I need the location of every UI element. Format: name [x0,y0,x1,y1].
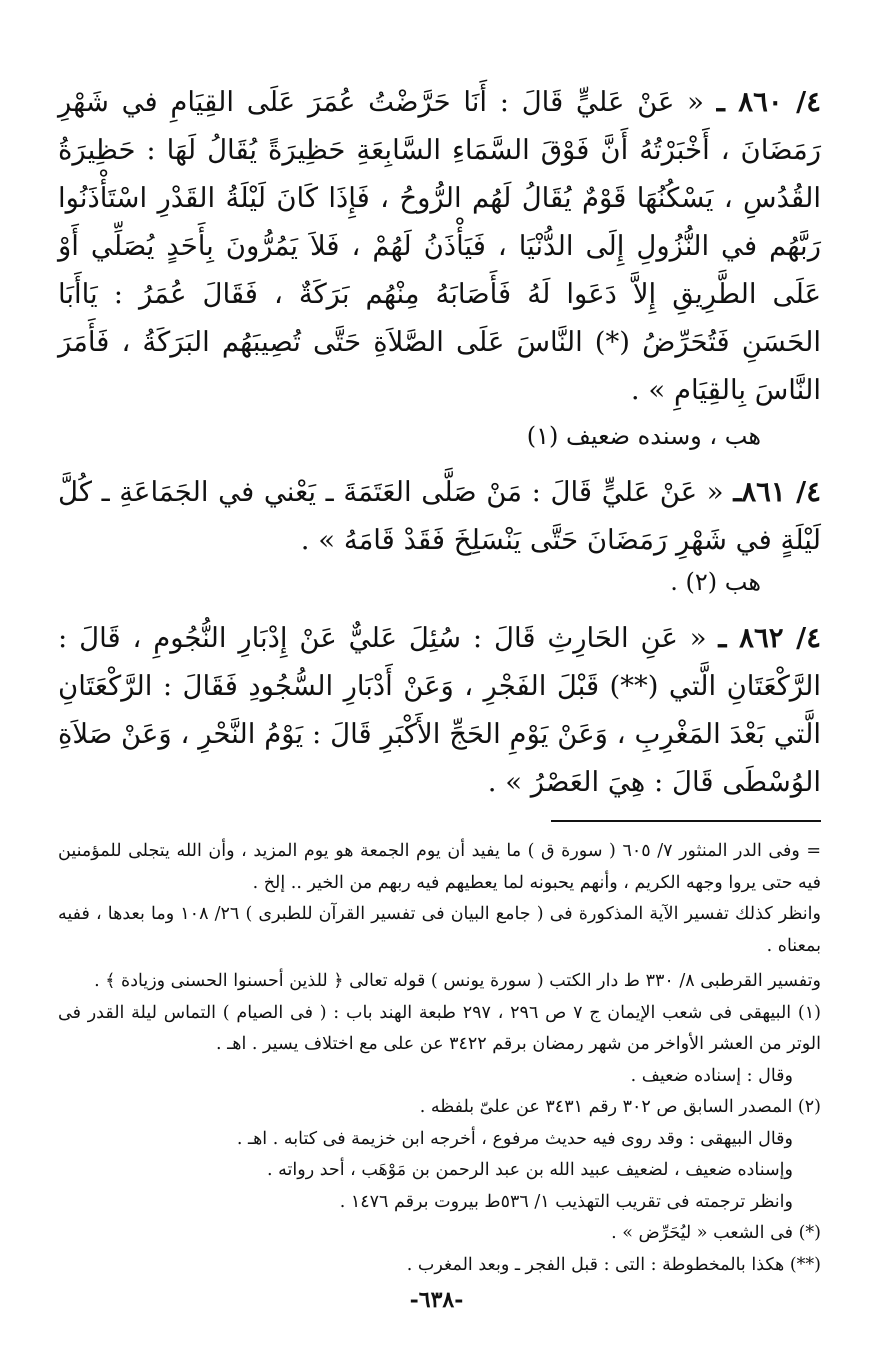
hadith-text: « عَنِ الحَارِثِ قَالَ : سُئِلَ عَليٌّ عَنْ إِدْبَارِ النُّجُومِ ، قَالَ : الرَّكْعَتَانِ الَّتي (**) قَبْلَ الفَجْرِ ، وَعَنْ أَدْبَارِ السُّجُودِ فَقَالَ : الرَّكْعَتَانِ الَّتي بَعْدَ المَغْرِبِ ، وَعَنْ يَوْمِ الحَجِّ الأَكْبَرِ قَالَ : يَوْمُ النَّحْرِ ، وَعَنْ صَلاَةِ الوُسْطَى قَالَ : هِيَ العَصْرُ » . [58,622,821,798]
hadith-text: « عَنْ عَليٍّ قَالَ : مَنْ صَلَّى العَتَمَةَ ـ يَعْني في الجَمَاعَةِ ـ كُلَّ لَيْلَةٍ في شَهْرِ رَمَضَانَ حَتَّى يَنْسَلِخَ فَقَدْ قَامَهُ » . [58,476,821,556]
footnote-divider [551,820,821,822]
footnote-1: (١) البيهقى فى شعب الإيمان ج ٧ ص ٢٩٦ ، ٢٩٧ طبعة الهند باب : ( فى الصيام ) التماس ليلة القدر فى الوتر من العشر الأواخر من شهر رمضان برقم ٣٤٢٢ عن على مع اختلاف يسير . اهـ . [58,1002,821,1054]
footnote-2: (٢) المصدر السابق ص ٣٠٢ رقم ٣٤٣١ عن علىّ بلفظه . [419,1097,821,1117]
hadith-source: هب (٢) . [670,568,761,596]
hadith-861 [58,468,821,564]
footnote-line: وانظر كذلك تفسير الآية المذكورة فى ( جامع البيان فى تفسير القرآن للطبرى ) ٢٦/ ١٠٨ وما بعدها ، ففيه بمعناه . [58,904,821,956]
hadith-source: هب ، وسنده ضعيف (١) [526,422,761,450]
footnote-line: وانظر ترجمته فى تقريب التهذيب ١/ ٥٣٦ط بيروت برقم ١٤٧٦ . [339,1191,793,1212]
footnote-line: وقال : إسناده ضعيف . [630,1065,793,1086]
page-number: -٦٣٨- [409,1287,464,1313]
hadith-number: ٤/ ٨٦١ـ [733,476,822,508]
footnote-double-star: (**) هكذا بالمخطوطة : التى : قبل الفجر ـ وبعد المغرب . [406,1254,821,1275]
footnote-line: وإسناده ضعيف ، لضعيف عبيد الله بن عبد الرحمن بن مَوْهَب ، أحد رواته . [267,1160,793,1180]
footnote-line: وتفسير القرطبى ٨/ ٣٣٠ ط دار الكتب ( سورة يونس ) قوله تعالى ﴿ للذين أحسنوا الحسنى وزيادة ﴾ . [94,971,821,991]
footnote-line: وقال البيهقى : وقد روى فيه حديث مرفوع ، أخرجه ابن خزيمة فى كتابه . اهـ . [236,1128,793,1149]
hadith-860 [58,78,821,414]
footnote-star: (*) فى الشعب « ليُحَرِّض » . [611,1223,821,1243]
hadith-text: « عَنْ عَليٍّ قَالَ : أَنَا حَرَّضْتُ عُمَرَ عَلَى القِيَامِ في شَهْرِ رَمَضَانَ ، أَخْبَرْتُهُ أَنَّ فَوْقَ السَّمَاءِ السَّابِعَةِ حَظِيرَةً يُقَالُ لَهَا : حَظِيرَةُ القُدُسِ ، يَسْكُنُهَا قَوْمٌ يُقَالُ لَهُم الرُّوحُ ، فَإِذَا كَانَ لَيْلَةُ القَدْرِ اسْتَأْذَنُوا رَبَّهُم في النُّزُولِ إِلَى الدُّنْيَا ، فَيَأْذَنُ لَهُمْ ، فَلاَ يَمُرُّونَ بِأَحَدٍ يُصَلِّي أَوْ عَلَى الطَّرِيقِ إِلاَّ دَعَوا لَهُ فَأَصَابَهُ مِنْهُم بَرَكَةٌ ، فَقَالَ عُمَرُ : يَاأَبَا الحَسَنِ فَتُحَرِّضُ (*) النَّاسَ عَلَى الصَّلاَةِ حَتَّى تُصِيبَهُم البَرَكَةُ ، فَأَمَرَ النَّاسَ بِالقِيَامِ » . [58,86,821,406]
footnote-continued: = وفى الدر المنثور ٧/ ٦٠٥ ( سورة ق ) ما يفيد أن يوم الجمعة هو يوم المزيد ، وأن الله يتجلى للمؤمنين فيه حتى يروا وجهه الكريم ، وأنهم يحبونه لما يعطيهم فيه ربهم من الخير .. إلخ . [58,841,822,893]
hadith-number: ٤/ ٨٦٠ ـ [716,86,821,118]
hadith-862 [58,614,821,806]
footnotes [58,836,821,1281]
hadith-number: ٤/ ٨٦٢ ـ [718,622,821,654]
